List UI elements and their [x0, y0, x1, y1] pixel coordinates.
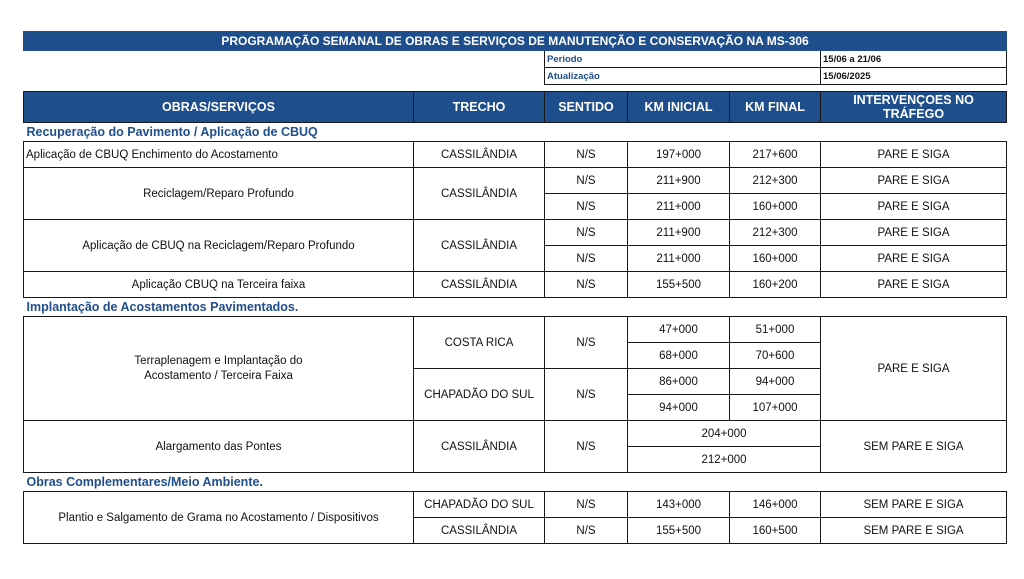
meta-row-atualizacao [24, 68, 1007, 85]
intervencao-cell: PARE E SIGA [821, 246, 1007, 272]
header-km-final: KM FINAL [730, 92, 821, 123]
obra-cell: Reciclagem/Reparo Profundo [24, 168, 414, 220]
sentido-cell: N/S [545, 518, 628, 544]
km-inicial-cell: 155+500 [628, 518, 730, 544]
title-row [24, 32, 1007, 51]
km-inicial-cell: 68+000 [628, 343, 730, 369]
sentido-cell: N/S [545, 272, 628, 298]
trecho-cell: CASSILÂNDIA [414, 421, 545, 473]
km-final-cell: 160+000 [730, 246, 821, 272]
km-final-cell: 160+500 [730, 518, 821, 544]
sentido-cell: N/S [545, 421, 628, 473]
km-final-cell: 146+000 [730, 492, 821, 518]
trecho-cell: CASSILÂNDIA [414, 220, 545, 272]
km-final-cell: 160+000 [730, 194, 821, 220]
sentido-cell: N/S [545, 142, 628, 168]
intervencao-cell: SEM PARE E SIGA [821, 518, 1007, 544]
km-merged-cell: 212+000 [628, 447, 821, 473]
header-intervencoes: INTERVENÇOES NO TRÁFEGO [821, 92, 1007, 123]
section-header [24, 298, 1007, 317]
section-header [24, 473, 1007, 492]
table-row [24, 272, 1007, 298]
obra-cell: Aplicação de CBUQ Enchimento do Acostamento [24, 142, 414, 168]
km-final-cell: 51+000 [730, 317, 821, 343]
km-merged-cell: 204+000 [628, 421, 821, 447]
obra-cell: Plantio e Salgamento de Grama no Acostamento / Dispositivos [24, 492, 414, 544]
page-title: PROGRAMAÇÃO SEMANAL DE OBRAS E SERVIÇOS DE MANUTENÇÃO E CONSERVAÇÃO NA MS-306 [24, 32, 1007, 51]
header-obras: OBRAS/SERVIÇOS [24, 92, 414, 123]
trecho-cell: CASSILÂNDIA [414, 142, 545, 168]
km-inicial-cell: 155+500 [628, 272, 730, 298]
km-final-cell: 70+600 [730, 343, 821, 369]
table-row [24, 168, 1007, 194]
obra-cell: Aplicação CBUQ na Terceira faixa [24, 272, 414, 298]
km-final-cell: 217+600 [730, 142, 821, 168]
km-inicial-cell: 143+000 [628, 492, 730, 518]
km-inicial-cell: 211+900 [628, 168, 730, 194]
trecho-cell: CHAPADÃO DO SUL [414, 369, 545, 421]
header-row [24, 92, 1007, 123]
sentido-cell: N/S [545, 194, 628, 220]
intervencao-cell: SEM PARE E SIGA [821, 421, 1007, 473]
sentido-cell: N/S [545, 246, 628, 272]
km-inicial-cell: 94+000 [628, 395, 730, 421]
km-final-cell: 94+000 [730, 369, 821, 395]
trecho-cell: CASSILÂNDIA [414, 272, 545, 298]
km-inicial-cell: 197+000 [628, 142, 730, 168]
intervencao-cell: PARE E SIGA [821, 142, 1007, 168]
km-inicial-cell: 211+900 [628, 220, 730, 246]
header-km-inicial: KM INICIAL [628, 92, 730, 123]
schedule-sheet [23, 31, 1008, 544]
km-inicial-cell: 211+000 [628, 246, 730, 272]
trecho-cell: CASSILÂNDIA [414, 168, 545, 220]
sentido-cell: N/S [545, 220, 628, 246]
periodo-value: 15/06 a 21/06 [821, 51, 1007, 68]
section-header [24, 123, 1007, 142]
sentido-cell: N/S [545, 317, 628, 369]
table-row [24, 421, 1007, 447]
sentido-cell: N/S [545, 369, 628, 421]
intervencao-cell: PARE E SIGA [821, 168, 1007, 194]
intervencao-cell: SEM PARE E SIGA [821, 492, 1007, 518]
section-title: Obras Complementares/Meio Ambiente. [24, 473, 1007, 492]
table-row [24, 317, 1007, 343]
obra-cell: Alargamento das Pontes [24, 421, 414, 473]
table-row [24, 142, 1007, 168]
header-trecho: TRECHO [414, 92, 545, 123]
schedule-table [23, 31, 1007, 544]
km-inicial-cell: 211+000 [628, 194, 730, 220]
header-sentido: SENTIDO [545, 92, 628, 123]
table-row [24, 220, 1007, 246]
km-final-cell: 160+200 [730, 272, 821, 298]
obra-text: Terraplenagem e Implantação do Acostamento / Terceira Faixa [134, 354, 303, 382]
sentido-cell: N/S [545, 492, 628, 518]
section-title: Recuperação do Pavimento / Aplicação de CBUQ [24, 123, 1007, 142]
section-title: Implantação de Acostamentos Pavimentados. [24, 298, 1007, 317]
intervencao-cell: PARE E SIGA [821, 272, 1007, 298]
obra-cell [24, 317, 414, 421]
intervencao-cell: PARE E SIGA [821, 194, 1007, 220]
km-inicial-cell: 86+000 [628, 369, 730, 395]
trecho-cell: COSTA RICA [414, 317, 545, 369]
atualizacao-label: Atualização [545, 68, 821, 85]
intervencao-cell: PARE E SIGA [821, 317, 1007, 421]
periodo-label: Período [545, 51, 821, 68]
trecho-cell: CHAPADÃO DO SUL [414, 492, 545, 518]
km-final-cell: 212+300 [730, 168, 821, 194]
table-row [24, 492, 1007, 518]
meta-row-periodo [24, 51, 1007, 68]
km-final-cell: 107+000 [730, 395, 821, 421]
km-final-cell: 212+300 [730, 220, 821, 246]
km-inicial-cell: 47+000 [628, 317, 730, 343]
sentido-cell: N/S [545, 168, 628, 194]
intervencao-cell: PARE E SIGA [821, 220, 1007, 246]
trecho-cell: CASSILÂNDIA [414, 518, 545, 544]
atualizacao-value: 15/06/2025 [821, 68, 1007, 85]
obra-cell: Aplicação de CBUQ na Reciclagem/Reparo Profundo [24, 220, 414, 272]
